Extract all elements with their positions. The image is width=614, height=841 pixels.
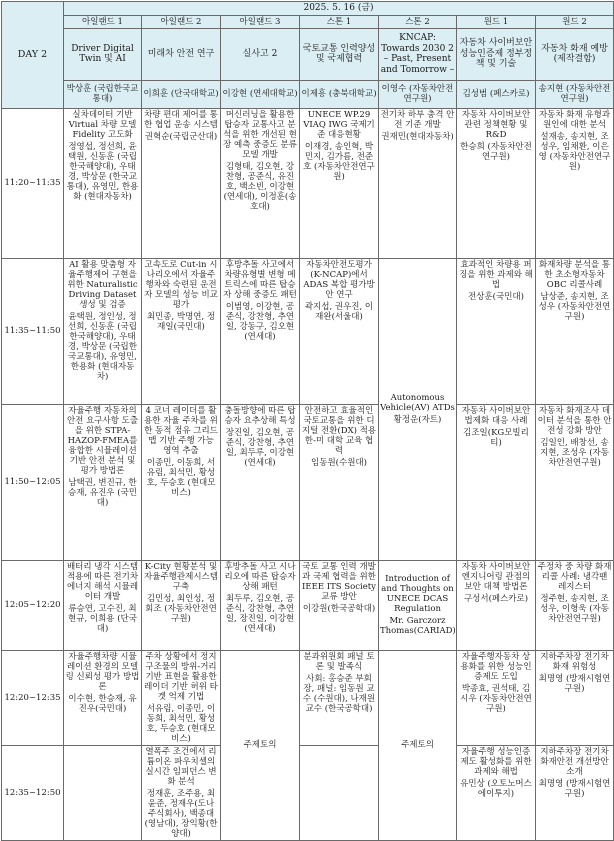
session-speakers: 서유림, 이종민, 이동희, 최석민, 황성호, 두승호 (현대모비스)	[146, 703, 216, 744]
session-title: 4 코너 레이더를 활용한 자율 주차를 위한 동적 점유 그리드맵 기반 주행 가능 영역 추출	[144, 405, 218, 456]
session-title: 자동차안전도평가 (K-NCAP)에서 ADAS 복합 평가방안 연구	[303, 259, 375, 300]
track-name: 스톤 2	[379, 15, 457, 28]
session-speakers: 김민성, 최인성, 정회조 (자동차안전연구원)	[145, 593, 217, 624]
session-speakers: 권혁순(국립군산대)	[144, 131, 218, 142]
session-speakers: 정영섭, 정선희, 윤택원, 신동훈 (국립한국해양대), 우태경, 박상문 (한국교통대), 유영민, 한용화 (현대자동차)	[66, 141, 139, 202]
session-cell	[64, 560, 142, 650]
session-speakers: 구성서(페스카로)	[463, 593, 529, 604]
session-title: Autonomous Vehicle(AV) ATDs	[380, 393, 455, 414]
session-cell	[142, 404, 221, 560]
session-chair: 이강현 (연세대학교)	[221, 80, 300, 108]
session-speakers: 김일인, 배창선, 송지현, 조성우 (자동차안전연구원)	[540, 437, 609, 468]
session-title: 고속도로 Cut-in 시나리오에서 자율주행차와 숙련된 운전자 모델의 성능 비교 평가	[144, 259, 218, 310]
session-title: 전기차 하부 충격 안전 기준 개발	[380, 109, 455, 130]
session-cell	[64, 108, 142, 258]
session-title: 안전하고 효율적인 국토교통을 위한 디지털 전환(DX) 적용 한-미 대학 교육 협력	[301, 405, 377, 456]
session-cell	[536, 258, 614, 404]
session-title: 국토 교통 인력 개발과 국제 협력을 위한 IEEE ITS Society 교류 방안	[302, 561, 376, 602]
session-chair: 송지현 (자동차안전연구원)	[536, 80, 614, 108]
session-title: 충돌방향에 따른 탑승자 요추상해 특성	[224, 405, 296, 426]
session-speakers: 최두루, 김오현, 공준식, 강찬형, 추연일, 장진일, 이강현(연세대)	[225, 593, 295, 634]
session-cell	[64, 650, 142, 745]
session-speakers: 정재훈, 조주용, 최윤준, 정재우(도나 주식회사), 백종대(영남대), 장익황(한양대)	[144, 788, 218, 839]
track-title: 실사고 2	[221, 28, 300, 80]
session-chair: 이희훈 (단국대학교)	[142, 80, 221, 108]
session-cell	[142, 258, 221, 404]
session-chair: 이영수 (자동차안전연구원)	[379, 80, 457, 108]
track-title: 미래차 안전 연구	[142, 28, 221, 80]
session-title: 자율주행차량 시뮬레이션 환경의 모델링 신뢰성 평가 방법론	[65, 651, 140, 692]
track-title: 자동차 화재 예방 (제작결함)	[536, 28, 614, 80]
session-cell	[457, 108, 536, 258]
session-cell	[379, 258, 457, 560]
session-speakers: 이재경, 송인혁, 박민지, 김가름, 전준호 (자동차안전연구원)	[303, 141, 375, 182]
session-speakers: 이수현, 한승재, 유진우(국민대)	[68, 693, 137, 714]
session-title: AI 활용 맞춤형 자율주행제어 구현을 위한 Naturalistic Driving Dataset 생성 및 검증	[67, 259, 138, 310]
session-cell	[64, 404, 142, 560]
session-title: 실차데이터 기반 Virtual 차량 모델 Fidelity 고도화	[68, 109, 137, 140]
session-cell	[379, 560, 457, 650]
session-title: 자율주행 자동차의 안전 요구사항 도출을 위한 STPA-HAZOP-FMEA를 융합한 시뮬레이션 기반 안전 분석 및 평가 방법론	[66, 405, 139, 476]
session-speakers: 한승희 (자동차안전연구원)	[460, 141, 532, 162]
session-speakers: 류승연, 고수진, 최현규, 이희용 (단국대)	[68, 603, 137, 634]
session-title: 배터리 냉각 시스템 적용에 따른 전기차 에너지 해석 시뮬레이터 개발	[66, 561, 139, 602]
session-chair: 김성범 (페스카로)	[457, 80, 536, 108]
time-slot: 12:20~12:35	[2, 650, 64, 745]
time-slot: 12:35~12:50	[2, 745, 64, 840]
session-speakers: 권재민(현대자동차)	[381, 131, 454, 142]
session-speakers: 정주현, 송지현, 조성우, 이형욱 (자동차안전연구원)	[540, 593, 609, 624]
session-speakers: Mr. Garczorz Thomas(CARIAD)	[380, 616, 456, 637]
session-chair: 이제흥 (충북대학교)	[300, 80, 379, 108]
session-speakers: 최명영 (방재시험연구원)	[538, 778, 611, 799]
session-cell	[300, 745, 379, 840]
session-cell	[457, 650, 536, 745]
session-cell	[457, 560, 536, 650]
session-cell	[221, 404, 300, 560]
session-speakers: 최명영 (방재시험연구원)	[538, 673, 611, 694]
session-title: 주정차 중 차량 화재 리콜 사례: 냉각팬 레지스터	[537, 561, 612, 592]
date-header: 2025. 5. 16 (금)	[64, 2, 614, 16]
session-title: 자율주행 성능인증제도 활성화를 위한 과제와 해법	[460, 746, 532, 777]
session-cell	[221, 258, 300, 404]
session-chair: 박상훈 (국립한국교통대)	[64, 80, 142, 108]
session-title: 분과위원회 패널 토론 및 발족식	[303, 651, 375, 672]
session-cell	[142, 745, 221, 840]
session-speakers: 남상준, 송지현, 조성우 (자동차안전연구원)	[538, 291, 611, 322]
session-cell	[536, 745, 614, 840]
track-name: 아일랜드 1	[64, 15, 142, 28]
session-title: 머신러닝을 활용한 탑승자 교통사고 분석을 위한 개선된 현장 예측 중증도 분류 모델 개발	[223, 109, 297, 160]
session-cell	[300, 650, 379, 745]
discussion-cell: 주제토의	[379, 650, 457, 840]
session-title: K-City 현황분석 및 자율주행관제시스템 구축	[144, 561, 218, 592]
session-title: 자동차 사이버보안 법제화 대응 사례	[461, 405, 531, 426]
session-cell	[300, 108, 379, 258]
session-cell	[221, 560, 300, 650]
time-slot: 11:20~11:35	[2, 108, 64, 258]
session-speakers: 황정운(자트)	[393, 415, 442, 426]
schedule-table	[1, 1, 614, 841]
session-cell	[457, 258, 536, 404]
session-title: UNECE WP.29 VIAQ IWG 국제기준 대응현황	[303, 109, 375, 140]
session-cell	[142, 560, 221, 650]
session-title: 자동차 화재조사 데이터 분석을 통한 안전성 강화 방안	[537, 405, 612, 436]
session-cell	[300, 258, 379, 404]
track-name: 아일랜드 3	[221, 15, 300, 28]
session-speakers: 박종효, 권석태, 김시우 (자동차안전연구원)	[460, 683, 532, 714]
day-label: DAY 2	[2, 2, 64, 109]
session-cell	[300, 560, 379, 650]
session-speakers: 김조일(KG모빌리티)	[463, 427, 529, 448]
session-title: 효과적인 차량용 퍼징을 위한 과제와 해법	[459, 259, 533, 290]
session-title: 자율주행자동차 상용화를 위한 성능인증제도 도입	[460, 651, 532, 682]
session-cell	[379, 108, 457, 258]
session-title: 후방추돌 사고에서 차량유형별 변형 메트릭스에 따른 탑승자 상해 중증도 패턴	[223, 259, 297, 300]
session-speakers: 곽지섭, 권우진, 이재완(서울대)	[304, 301, 374, 322]
session-title: 후방추돌 사고 시나리오에 따른 탑승자 상해 패턴	[224, 561, 296, 592]
discussion-cell: 주제토의	[221, 650, 300, 840]
track-title: 국토교통 인력양성 및 국제협력	[300, 28, 379, 80]
session-speakers: 최민종, 박명연, 정재일(국민대)	[146, 311, 216, 332]
session-speakers: 유민상 (오토노머스에이투지)	[460, 778, 532, 799]
session-cell	[536, 404, 614, 560]
session-title: 지하주차장 전기차 화재 위험성	[540, 651, 609, 672]
track-name: 원드 1	[457, 15, 536, 28]
session-cell	[64, 258, 142, 404]
session-title: 열폭주 조건에서 리튬이온 파우치셀의 실시간 임피던스 변화 분석	[145, 746, 217, 787]
session-title: 화재차량 분석을 통한 초소형자동차 OBC 리콜사례	[538, 259, 611, 290]
session-title: 주차 상황에서 정지 구조물의 방위-거리 기반 표현을 활용한 레이더 기반 허위 타겟 억제 기법	[144, 651, 218, 702]
session-title: 지하주차장 전기차 화재안전 개선방안 소개	[540, 746, 609, 777]
track-title: 자동차 사이버보안 성능인증제 정부정책 및 기술	[457, 28, 536, 80]
track-name: 아일랜드 2	[142, 15, 221, 28]
session-speakers: 윤택원, 정인성, 정선희, 신동훈 (국립한국해양대), 우태경, 박상문 (국립한국교통대), 유영민, 한용화 (현대자동차)	[68, 311, 137, 382]
session-cell	[536, 560, 614, 650]
session-speakers: 사회: 홍승준 부회장, 패널: 임동원 교수 (수원대), 나재원 교수 (한국공학대)	[302, 673, 376, 714]
session-title: Introduction of and Thoughts on UNECE DCAS Regulation	[381, 574, 454, 615]
session-title: 차량 편대 제어를 통한 협업 운송 시스템	[144, 109, 218, 130]
session-speakers: 김형태, 김오현, 강찬형, 공준식, 유진호, 백소빈, 이강현(연세대), 이정훈(송호대)	[223, 161, 297, 212]
time-slot: 11:50~12:05	[2, 404, 64, 560]
session-title: 자동차 사이버보안 관련 정책현황 및 R&D	[461, 109, 531, 140]
session-speakers: 이종민, 이동희, 서유림, 최석민, 황성호, 두승호 (현대모비스)	[146, 457, 216, 498]
session-speakers: 설재송, 송지현, 조성우, 임채환, 이은영 (자동차안전연구원)	[538, 131, 611, 172]
track-title: KNCAP: Towards 2030 2 – Past, Present and Tomorrow –	[379, 28, 457, 80]
session-cell	[457, 404, 536, 560]
session-cell	[536, 108, 614, 258]
session-cell	[142, 650, 221, 745]
session-cell	[536, 650, 614, 745]
session-speakers: 남택권, 변진규, 한승재, 유진우 (국민대)	[68, 477, 137, 508]
session-speakers: 이강원(한국공학대)	[302, 603, 376, 614]
session-cell	[300, 404, 379, 560]
track-name: 스톤 1	[300, 15, 379, 28]
session-cell	[64, 745, 142, 840]
track-name: 원드 2	[536, 15, 614, 28]
time-slot: 11:35~11:50	[2, 258, 64, 404]
session-title: 자동차 사이버보안 엔지니어링 관점의 보안 대책 방법론	[461, 561, 531, 592]
track-title: Driver Digital Twin 및 AI	[64, 28, 142, 80]
session-cell	[142, 108, 221, 258]
session-speakers: 전상훈(국민대)	[468, 291, 524, 302]
session-cell	[221, 108, 300, 258]
session-title: 자동차 화재 유형과 원인에 대한 분석	[538, 109, 611, 130]
time-slot: 12:05~12:20	[2, 560, 64, 650]
session-speakers: 장진일, 김오현, 공준식, 강찬형, 추연일, 최두루, 이강현(연세대)	[225, 427, 295, 468]
session-speakers: 이범영, 이강현, 공준식, 강찬형, 추연일, 강동구, 김오현(연세대)	[225, 301, 295, 342]
session-speakers: 임동원(수원대)	[311, 457, 367, 468]
session-cell	[457, 745, 536, 840]
